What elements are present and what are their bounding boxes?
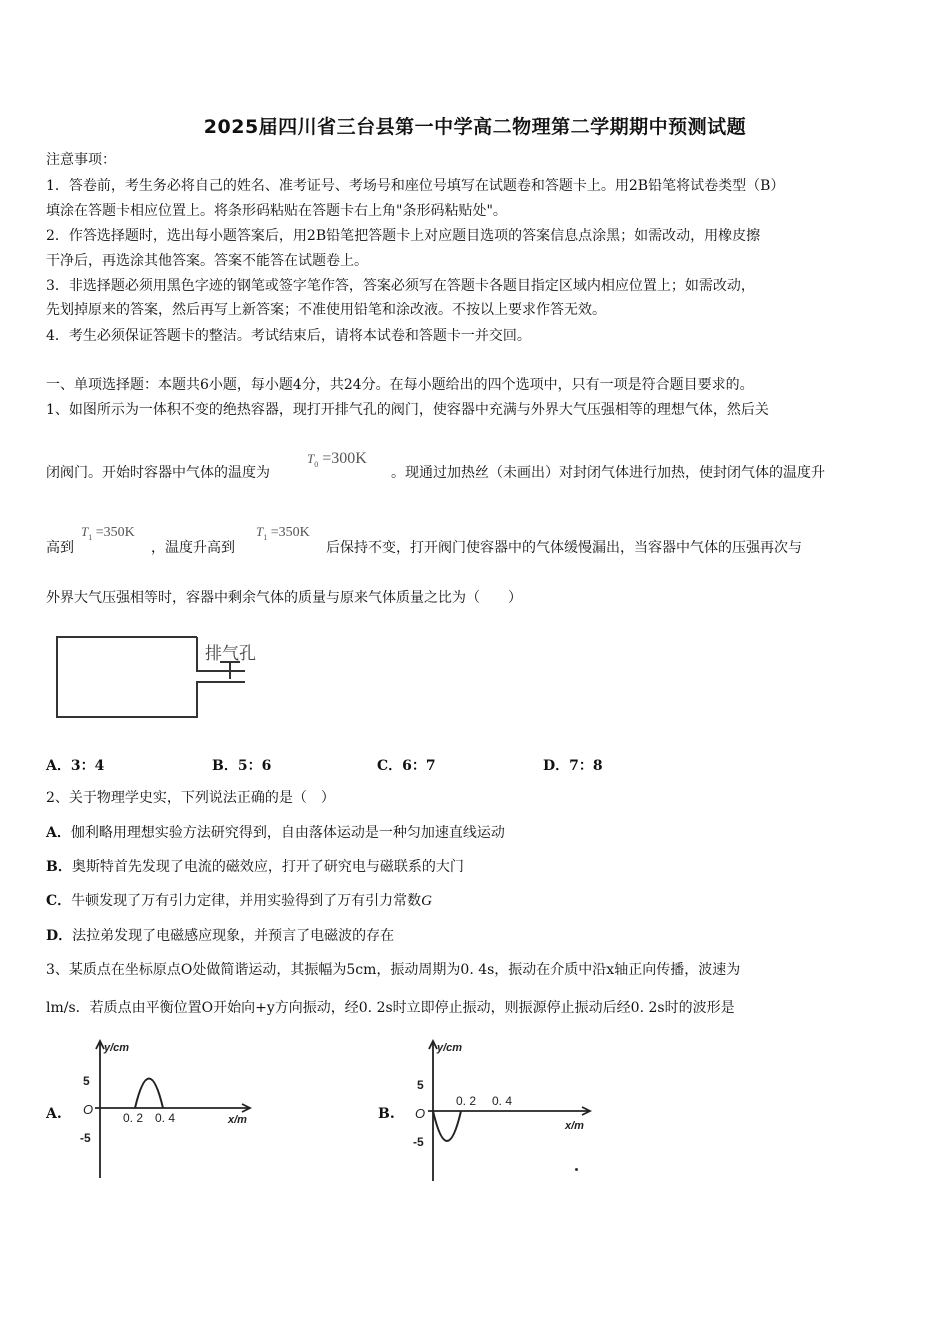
q1-stem-line: ，温度升高到 xyxy=(151,540,235,556)
q2-option-b: B．奥斯特首先发现了电流的磁效应，打开了研究电与磁联系的大门 xyxy=(46,859,464,875)
notice-line: 4．考生必须保证答题卡的整洁。考试结束后，请将本试卷和答题卡一并交回。 xyxy=(46,328,531,344)
stray-dot xyxy=(575,1168,578,1171)
x-tick: 0. 4 xyxy=(492,1094,513,1108)
y-axis-label: y/cm xyxy=(104,1042,130,1054)
page-title: 2025届四川省三台县第一中学高二物理第二学期期中预测试题 xyxy=(203,116,747,138)
q1-option-c: C．6：7 xyxy=(377,758,436,774)
x-axis-label: x/m xyxy=(228,1114,247,1126)
origin-label: O xyxy=(415,1106,426,1121)
notice-line: 3．非选择题必须用黑色字迹的钢笔或签字笔作答，答案必须写在答题卡各题目指定区域内相应位置上；如需改动， xyxy=(46,278,755,294)
q3-stem-line: lm/s．若质点由平衡位置O开始向+y方向振动，经0. 2s时立即停止振动，则振源停止振动后经0. 2s时的波形是 xyxy=(46,1000,735,1016)
notice-line: 2．作答选择题时，选出每小题答案后，用2B铅笔把答题卡上对应题目选项的答案信息点涂黑；如需改动，用橡皮擦 xyxy=(46,228,761,244)
x-tick: 0. 2 xyxy=(123,1111,144,1125)
wave-graph-a xyxy=(75,1035,265,1185)
q1-stem-line: 。现通过加热丝（未画出）对封闭气体进行加热，使封闭气体的温度升 xyxy=(391,465,825,481)
q2-option-d: D．法拉弟发现了电磁感应现象，并预言了电磁波的存在 xyxy=(46,928,395,944)
notice-line: 1．答卷前，考生务必将自己的姓名、准考证号、考场号和座位号填写在试题卷和答题卡上。用2B铅笔将试卷类型（B） xyxy=(46,178,785,194)
q1-option-d: D．7：8 xyxy=(543,758,603,774)
notice-line: 填涂在答题卡相应位置上。将条形码粘贴在答题卡右上角"条形码粘贴处"。 xyxy=(46,203,507,219)
y-tick-neg: -5 xyxy=(80,1131,91,1145)
container-figure xyxy=(50,630,270,725)
exhaust-label: 排气孔 xyxy=(205,644,256,663)
formula-t1: $T_1 =350K$ xyxy=(256,524,310,542)
x-tick: 0. 2 xyxy=(456,1094,477,1108)
q3-stem-line: 3、某质点在坐标原点O处做简谐运动，其振幅为5cm，振动周期为0. 4s，振动在介质中沿x轴正向传播，波速为 xyxy=(46,962,741,978)
y-axis-label: y/cm xyxy=(437,1042,463,1054)
wave-graph-b xyxy=(405,1035,600,1185)
q2-option-a: A．伽利略用理想实验方法研究得到，自由落体运动是一种匀加速直线运动 xyxy=(46,825,505,841)
q3-option-a: A. xyxy=(46,1106,62,1122)
notice-heading: 注意事项： xyxy=(46,152,116,168)
q1-stem-line: 后保持不变，打开阀门使容器中的气体缓慢漏出，当容器中气体的压强再次与 xyxy=(326,540,802,556)
notice-line: 先划掉原来的答案，然后再写上新答案；不准使用铅笔和涂改液。不按以上要求作答无效。 xyxy=(46,302,606,318)
q1-stem-line: 外界大气压强相等时，容器中剩余气体的质量与原来气体质量之比为（ ） xyxy=(46,590,522,606)
y-tick-pos: 5 xyxy=(83,1074,90,1088)
origin-label: O xyxy=(83,1102,94,1117)
q1-option-b: B．5：6 xyxy=(212,758,272,774)
q1-option-a: A．3：4 xyxy=(46,758,105,774)
y-tick-pos: 5 xyxy=(417,1078,424,1092)
formula-t1: $T_1 =350K$ xyxy=(81,524,135,542)
gravitational-constant: G xyxy=(421,893,432,909)
section-heading: 一、单项选择题：本题共6小题，每小题4分，共24分。在每小题给出的四个选项中，只有一项是符合题目要求的。 xyxy=(46,377,754,393)
notice-line: 干净后，再选涂其他答案。答案不能答在试题卷上。 xyxy=(46,253,368,269)
q2-stem: 2、关于物理学史实，下列说法正确的是（ ） xyxy=(46,790,335,806)
x-axis-label: x/m xyxy=(565,1120,584,1132)
q1-stem-line: 高到 xyxy=(46,540,74,556)
q2-option-c: C．牛顿发现了万有引力定律，并用实验得到了万有引力常数G xyxy=(46,893,432,909)
x-tick: 0. 4 xyxy=(155,1111,176,1125)
q1-stem-line: 1、如图所示为一体积不变的绝热容器，现打开排气孔的阀门，使容器中充满与外界大气压强相等的理想气体，然后关 xyxy=(46,402,769,418)
formula-t0: $T_0 =300K$ xyxy=(307,450,367,470)
q3-option-b: B. xyxy=(378,1106,395,1122)
y-tick-neg: -5 xyxy=(413,1135,424,1149)
q1-stem-line: 闭阀门。开始时容器中气体的温度为 xyxy=(46,465,270,481)
